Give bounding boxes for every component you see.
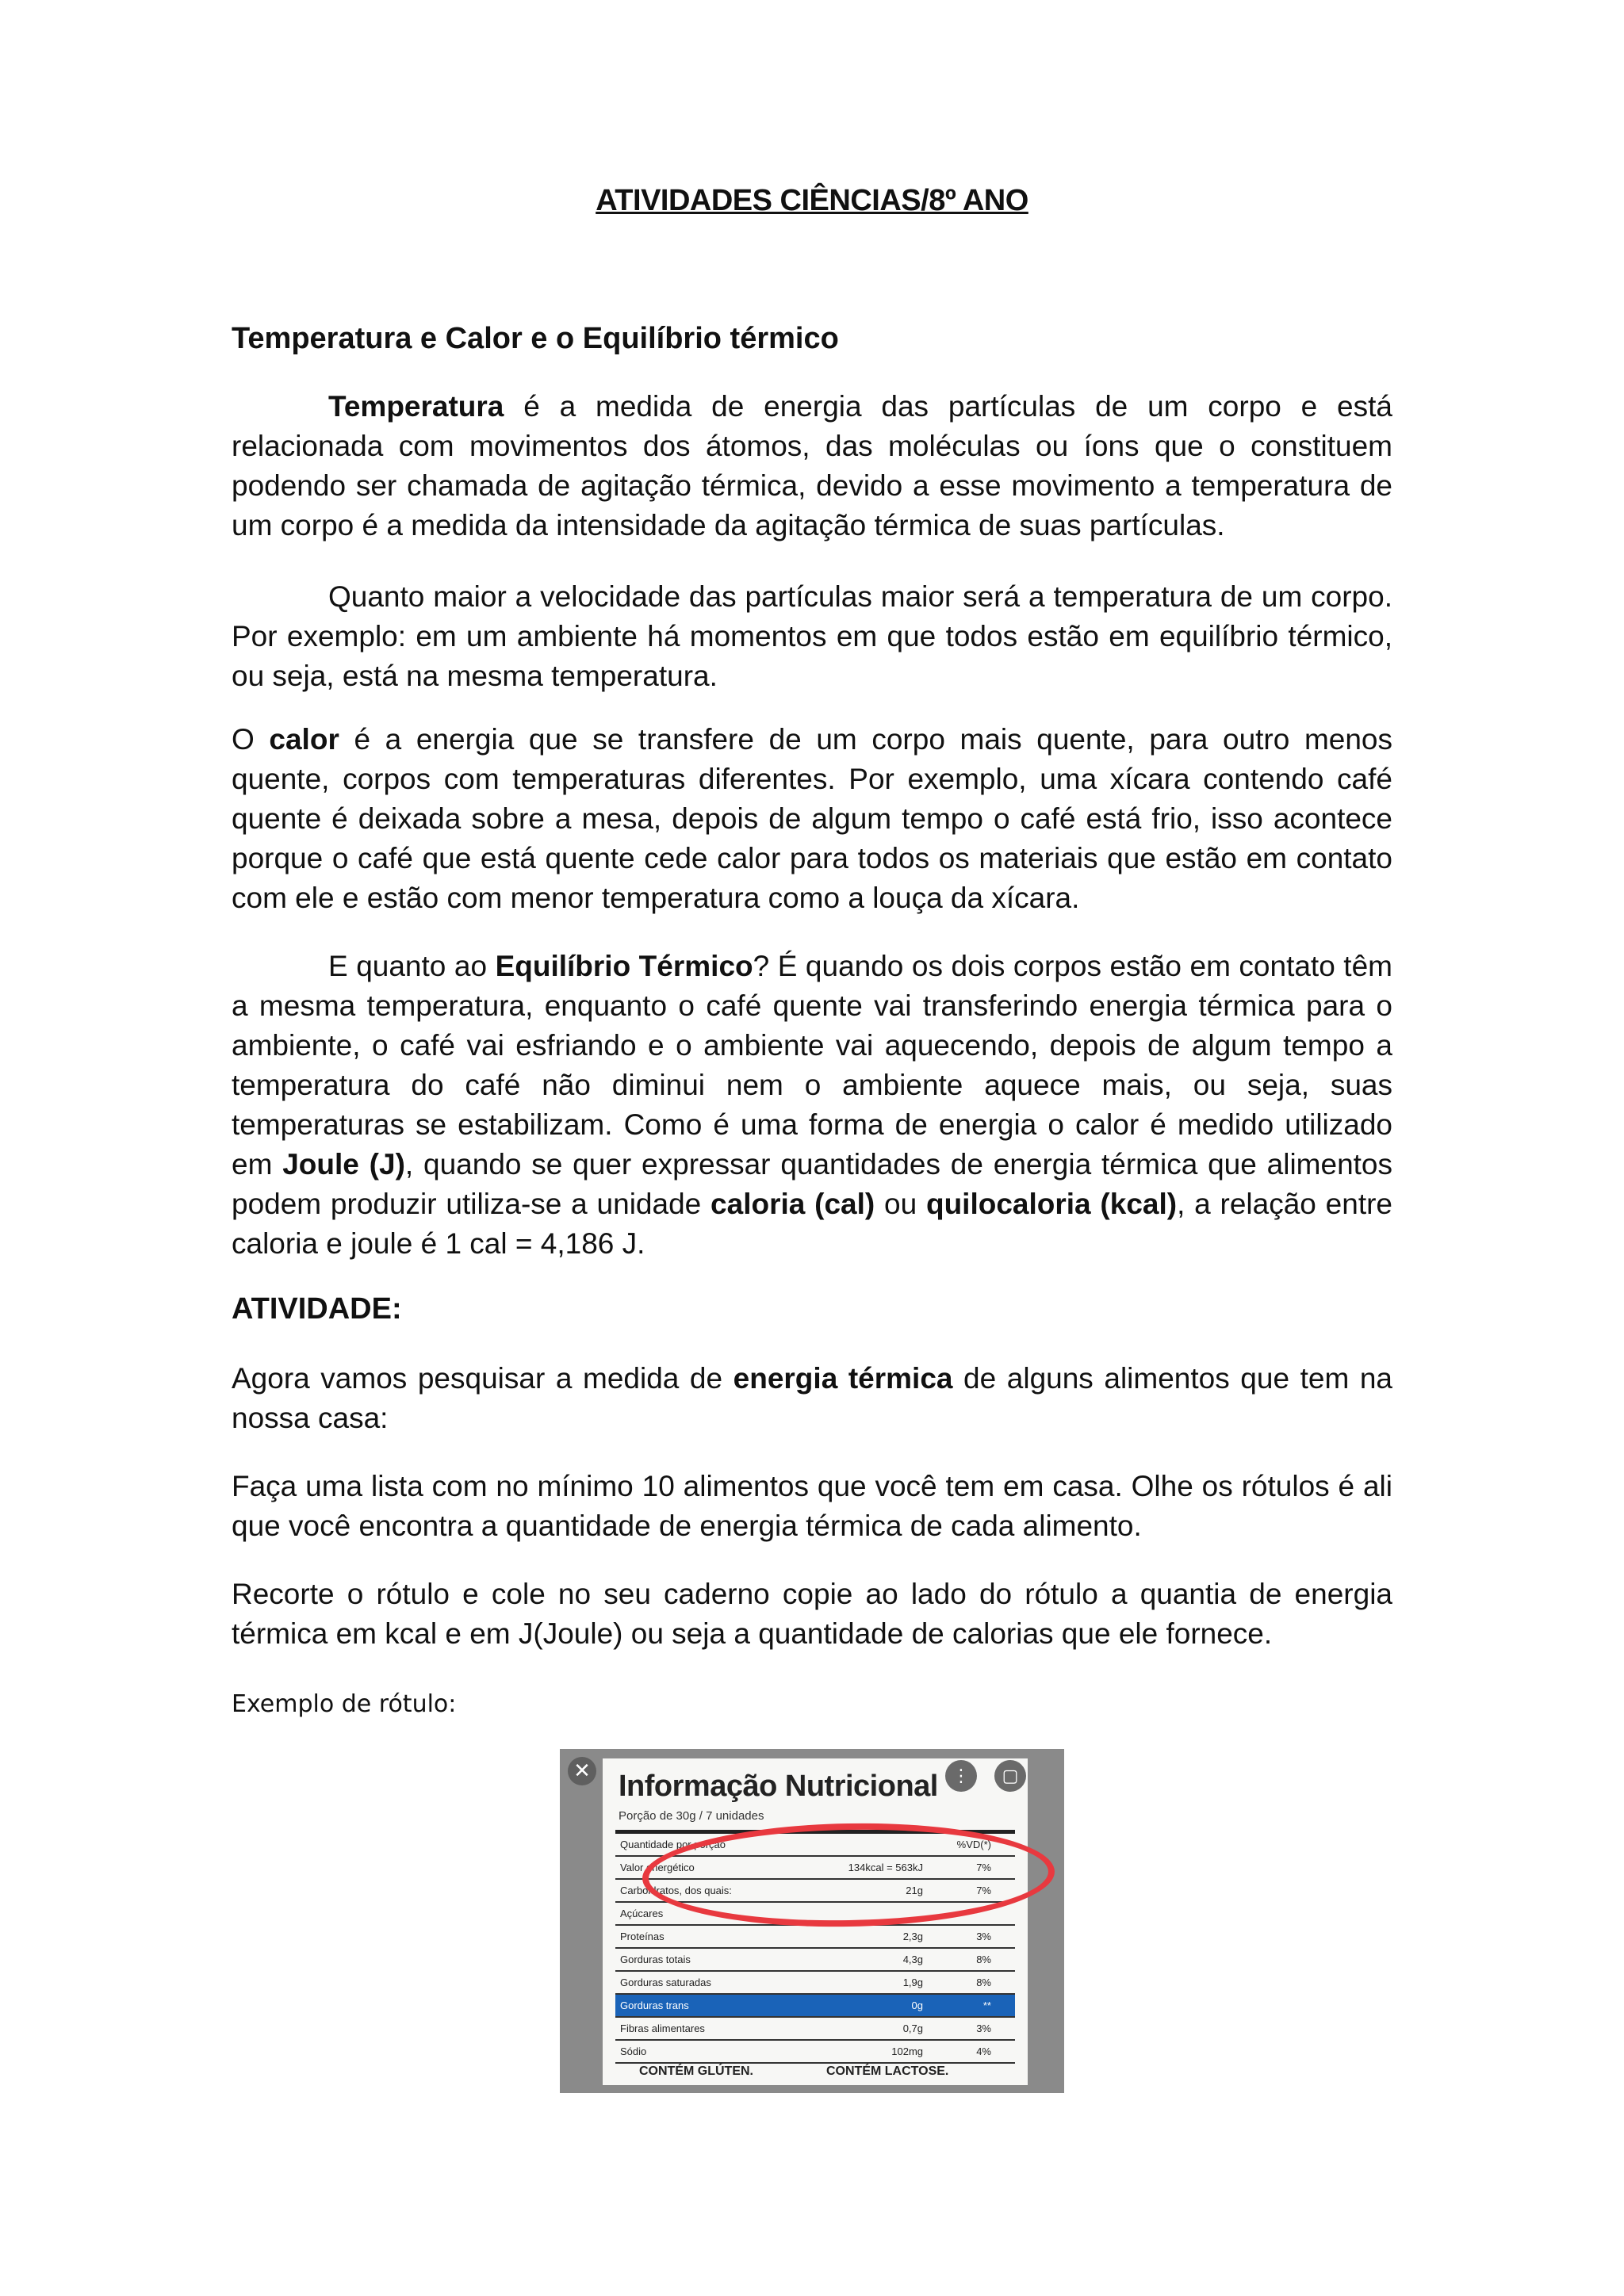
row-name: Gorduras totais xyxy=(620,1954,691,1965)
paragraph-text: E quanto ao xyxy=(328,950,496,982)
page-title: ATIVIDADES CIÊNCIAS/8º ANO xyxy=(596,184,1028,217)
row-name: Gorduras saturadas xyxy=(620,1976,711,1988)
row-name: Fibras alimentares xyxy=(620,2022,705,2034)
table-row-highlighted xyxy=(615,1995,1015,2018)
table-row xyxy=(615,1972,1015,1995)
row-name: Proteínas xyxy=(620,1931,665,1942)
row-vd: ** xyxy=(982,1999,991,2011)
row-vd: 3% xyxy=(976,1931,991,1942)
row-amount: 0,7g xyxy=(902,2022,923,2034)
example-label: Exemplo de rótulo: xyxy=(232,1690,457,1718)
section-heading: Temperatura e Calor e o Equilíbrio térmico xyxy=(232,322,839,355)
paragraph-text: Agora vamos pesquisar a medida de xyxy=(232,1362,733,1395)
bold-term: Joule (J) xyxy=(282,1148,405,1181)
table-row xyxy=(615,2041,1015,2064)
paragraph-text: Quanto maior a velocidade das partículas maior será a temperatura de um corpo. Por exemplo: em um ambiente há momentos em que todos estão em equilíbrio térmico, ou seja, está na mesma temperatura. xyxy=(232,580,1392,692)
lactose-notice: CONTÉM LACTOSE. xyxy=(826,2064,949,2078)
paragraph-text: é a medida de energia das partículas de um corpo e está relacionada com movimentos dos átomos, das moléculas ou íons que o constituem podendo ser chamada de agitação térmica, devido a esse movimento a temperatura de um corpo é a medida da intensidade da agitação térmica de suas partículas. xyxy=(232,390,1392,541)
row-amount: 2,3g xyxy=(902,1931,923,1942)
close-icon[interactable]: ✕ xyxy=(568,1757,596,1785)
row-vd: 4% xyxy=(976,2045,991,2057)
nutrition-portion: Porção de 30g / 7 unidades xyxy=(619,1809,764,1823)
paragraph-text: de alguns alimentos que tem na nossa casa: xyxy=(232,1362,1393,1434)
row-amount: 4,3g xyxy=(902,1954,923,1965)
nutrition-card xyxy=(603,1758,1028,2085)
activity-heading: ATIVIDADE: xyxy=(232,1292,402,1326)
bold-term: caloria (cal) xyxy=(710,1188,875,1220)
bold-term: quilocaloria (kcal) xyxy=(925,1188,1178,1220)
row-name: Açúcares xyxy=(620,1908,664,1919)
paragraph-lista xyxy=(232,1467,1392,1546)
row-vd: 8% xyxy=(976,1954,991,1965)
paragraph-text: O xyxy=(232,723,270,756)
table-row xyxy=(615,1926,1015,1949)
gluten-notice: CONTÉM GLÚTEN. xyxy=(639,2064,753,2078)
paragraph-text: ou xyxy=(875,1188,926,1220)
paragraph-text: ? É quando os dois corpos estão em contato têm a mesma temperatura, enquanto o café quente vai transferindo energia térmica para o ambiente, o café vai esfriando e o ambiente vai aquecendo, depois de algum tempo a temperatura do café não diminui nem o ambiente aquece mais, ou seja, suas temperaturas se estabilizam. Como é uma forma de energia o calor é medido utilizado em xyxy=(232,950,1392,1181)
table-row xyxy=(615,2018,1015,2041)
paragraph-text: , quando se quer expressar quantidades de energia térmica que alimentos podem produzir utiliza-se a unidade xyxy=(232,1148,1393,1220)
bold-term: calor xyxy=(269,723,339,756)
paragraph-text: , a relação entre caloria e joule é 1 cal = 4,186 J. xyxy=(232,1188,1393,1260)
paragraph-velocidade xyxy=(232,577,1392,696)
paragraph-text: Faça uma lista com no mínimo 10 alimentos que você tem em casa. Olhe os rótulos é ali que você encontra a quantidade de energia térmica de cada alimento. xyxy=(232,1470,1392,1542)
row-amount: 0g xyxy=(911,1999,923,2011)
row-name: Valor energético xyxy=(620,1862,695,1873)
row-name: Gorduras trans xyxy=(620,1999,689,2011)
row-name: Sódio xyxy=(620,2045,647,2057)
row-amount: 21g xyxy=(906,1885,923,1896)
row-vd: 7% xyxy=(976,1885,991,1896)
table-row xyxy=(615,1949,1015,1972)
paragraph-text: Recorte o rótulo e cole no seu caderno copie ao lado do rótulo a quantia de energia térmica em kcal e em J(Joule) ou seja a quantidade de calorias que ele fornece. xyxy=(232,1578,1392,1650)
paragraph-calor xyxy=(232,720,1392,918)
row-amount: 102mg xyxy=(891,2045,923,2057)
row-vd: 3% xyxy=(976,2022,991,2034)
paragraph-temperatura xyxy=(232,387,1392,545)
nutrition-title: Informação Nutricional xyxy=(619,1770,938,1803)
nutrition-label-image xyxy=(560,1749,1064,2093)
row-amount: 1,9g xyxy=(902,1976,923,1988)
share-icon[interactable]: ⋮ xyxy=(945,1760,977,1792)
bold-term: Equilíbrio Térmico xyxy=(495,950,753,982)
paragraph-text: é a energia que se transfere de um corpo mais quente, para outro menos quente, corpos com temperaturas diferentes. Por exemplo, uma xícara contendo café quente é deixada sobre a mesa, depois de algum tempo o café está frio, isso acontece porque o café que está quente cede calor para todos os materiais que estão em contato com ele e estão com menor temperatura como a louça da xícara. xyxy=(232,723,1392,914)
header-vd: %VD(*) xyxy=(956,1839,991,1850)
row-vd: 7% xyxy=(976,1862,991,1873)
paragraph-recorte xyxy=(232,1575,1392,1654)
bold-term: energia térmica xyxy=(733,1362,953,1395)
row-vd: 8% xyxy=(976,1976,991,1988)
paragraph-pesquisa xyxy=(232,1359,1392,1438)
paragraph-equilibrio xyxy=(232,947,1392,1264)
header-name: Quantidade por porção xyxy=(620,1839,726,1850)
row-name: Carboidratos, dos quais: xyxy=(620,1885,732,1896)
bold-term: Temperatura xyxy=(328,390,504,423)
bookmark-icon[interactable]: ▢ xyxy=(994,1760,1026,1792)
row-amount: 134kcal = 563kJ xyxy=(848,1862,923,1873)
